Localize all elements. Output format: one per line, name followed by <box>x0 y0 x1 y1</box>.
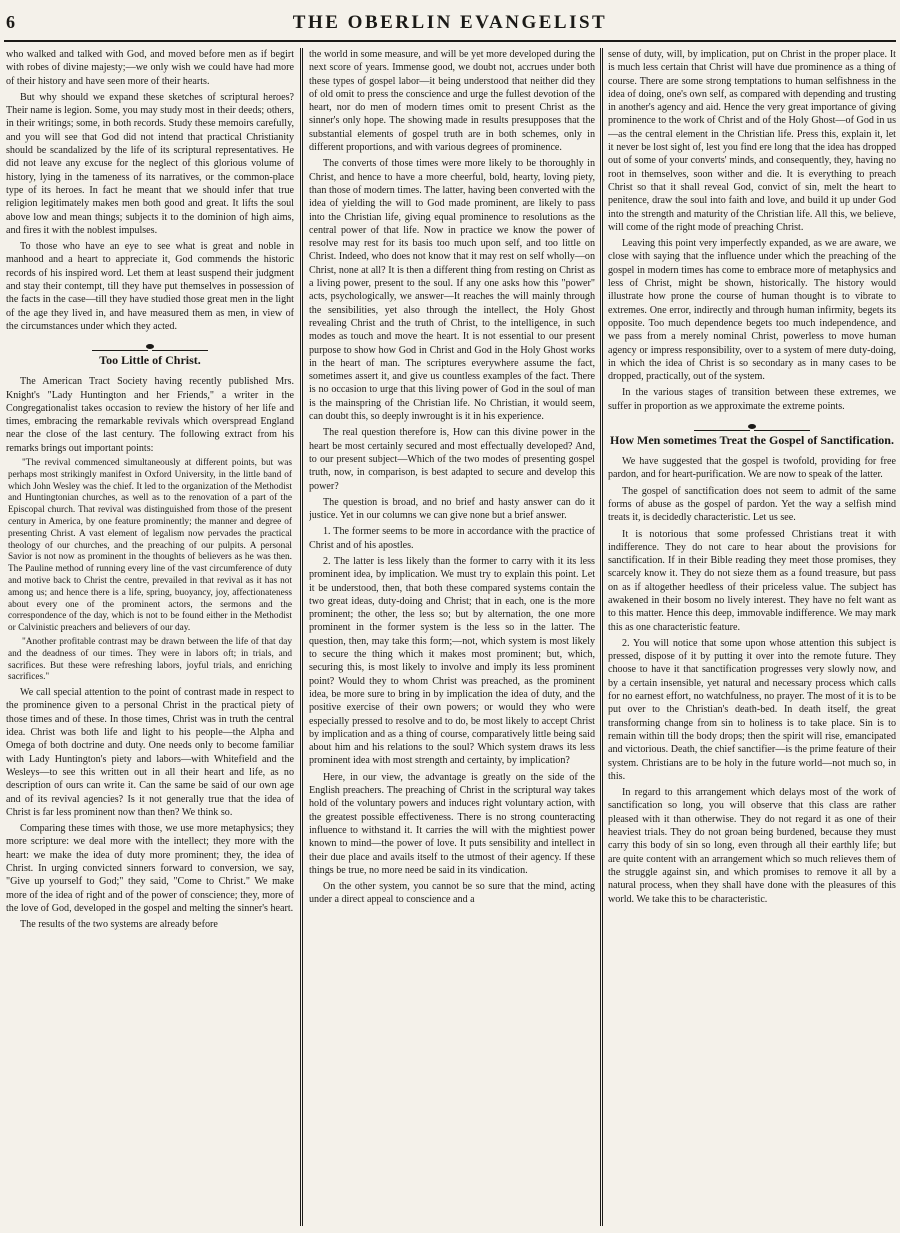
paragraph: On the other system, you cannot be so sure that the mind, acting under a direct appeal to conscience and a <box>309 881 595 906</box>
paragraph: 1. The former seems to be more in accordance with the practice of Christ and of his apostles. <box>309 526 595 551</box>
paragraph: Leaving this point very imperfectly expanded, as we are aware, we close with saying that the influence under which the preaching of the gospel in modern times has come to embrace more of metaphysics and less of Christ, might be shown, historically. The history would illustrate how prone the course of human thought is to vibrate to extremes. One error, indirectly and through human infirmity, begets its opposite. Too much dependence begets too much independence, and we pass from a merely nominal Christ, powerless to move human agency or impress responsibility, over to a system of mere duty-doing, in which the idea of Christ is so secondary as in many cases to be dropped, practically, out of the system. <box>608 238 896 383</box>
column-divider <box>300 48 303 1226</box>
paragraph: Comparing these times with those, we use more metaphysics; they more scripture: we deal more with the intellect; they more with the heart: we make the idea of duty more prominent; they, the idea of Christ. In urging convicted sinners forward to conversion, we say, "Give up yourself to God;" they said, "Come to Christ." We make more of the idea of right and of the power of conscience; they, more of the love of God, developed in the gospel and melting the sinner's heart. <box>6 823 294 914</box>
paragraph: 2. You will notice that some upon whose attention this subject is pressed, dispose of it by putting it over into the remote future. They choose to have it that sanctification progresses very slowly now, and by a certain insensible, yet natural and necessary process which calls for no earnest effort, no watchfulness, no prayer. The most of it is to be put over to the Christian's death-bed. In death itself, the great transforming change from sin to holiness is to take place. Sin is to remain within till the body drops; then the spirit will rise, emancipated and victorious. Death, the chief sanctifier—is the prime feature of their system. Christians are to be holy in the future world—not much so, in this. <box>608 637 896 782</box>
newspaper-title: THE OBERLIN EVANGELIST <box>292 12 608 33</box>
paragraph: Here, in our view, the advantage is greatly on the side of the English preachers. The preaching of Christ in the scriptural way takes hold of the voluntary powers and induces right voluntary action, with the greatest possible effectiveness. There is no strong counteracting influence to withstand it. It carries the will with the mightiest power known to mind—the power of love. It puts sensibility and intellect in their due place and avails itself to the utmost of their agency. If these things be true, no more need be said in its vindication. <box>309 771 595 876</box>
section-separator <box>6 339 294 347</box>
column-2 <box>309 48 595 1228</box>
paragraph: To those who have an eye to see what is great and noble in manhood and a heart to appreciate it, God commends the historic records of his inspired word. Let them at least suspend their judgment and stay their contempt, till they have put themselves in possession of the facts in the case—till they have studied those great men in the light of the age they lived in, and have measured them as men, in view of the circumstances under which they acted. <box>6 241 294 332</box>
paragraph: It is notorious that some professed Christians treat it with indifference. They do not care to hear about the provisions for sanctification. If in their Bible reading they meet those promises, they scarcely know it. They do not sieze them as a found treasure, but pass on as if altogether heedless of their priceless value. The subject has awakened in their bosom no lively interest. They have no felt want as to this matter. Hence this deep, immovable indifference. We may mark this as one characteristic feature. <box>608 528 896 633</box>
paragraph: The gospel of sanctification does not seem to admit of the same forms of abuse as the gospel of pardon. Yet the way a selfish mind treats it, is decidedly characteristic. Let us see. <box>608 485 896 524</box>
paragraph: In the various stages of transition between these extremes, we suffer in proportion as we approximate the extreme points. <box>608 387 896 412</box>
column-3 <box>608 48 896 1228</box>
column-divider <box>600 48 603 1226</box>
paragraph: But why should we expand these sketches of scriptural heroes? Their name is legion. Some, you may study most in their deeds; others, in their writings; some, in both records. Study these memoirs carefully, and you will see that God did not intend that practical Christianity should be scandalized by the life of its scriptural representatives. He did not leave any excuse for the neglect of this glorious volume of history, lying in the tameness of its narratives, or the common-place type of its heroes. In fact he meant that we should infer that true religion legitimately makes men both good and great. It lifts the soul above low and mean things; subjects it to the dominion of high aims, and fires it with the noblest impulses. <box>6 91 294 236</box>
article-heading: Too Little of Christ. <box>99 353 201 368</box>
paragraph: who walked and talked with God, and moved before men as if begirt with robes of divine majesty;—we only wish we could have had more of their history and have seen more of their hearts. <box>6 49 294 87</box>
article-heading: How Men sometimes Treat the Gospel of Sanctification. <box>610 433 894 448</box>
column-1 <box>6 48 294 1228</box>
header-rule <box>4 40 896 42</box>
paragraph: The results of the two systems are already before <box>20 919 218 931</box>
page-number: 6 <box>6 12 15 32</box>
paragraph: The real question therefore is, How can this divine power in the heart be most certainly secured and most effectually developed? And, to our present subject—Which of the two modes of presenting gospel truth, now, in comparison, is best adapted to secure and develop this power? <box>309 427 595 492</box>
quote-paragraph: "Another profitable contrast may be drawn between the life of that day and the deadness of our times. They were in labors oft; in trials, and sacrifices. But these were refreshing labors, joyful trials, and enriching sacrifices." <box>8 636 292 683</box>
quote-paragraph: "The revival commenced simultaneously at different points, but was perhaps most strikingly manifest in Oxford University, in the little band of which John Wesley was the chief. It led to the organization of the Methodist and Huntingtonian churches, as well as to the renovation of a part of the Episcopal church. That revival was distinguished from those of the present century in America, by one feature prominently; the manner and degree of presenting Christ. A vast element of legalism now pervades the practical theology of our churches, and the preaching of our pulpits. A personal Savior is not now as prominent in the thoughts of believers as he was then. The Pauline method of running every line of the vast circumference of duty and motive back to Christ the centre, prevailed in that revival as it has not among us; and hence there is a life, spring, buoyancy, joy, affectionateness about every one of the prominent actors, the sermons and the correspondence of the day, which is not to be found either in the Methodist or Calvinistic preachers and believers of our day. <box>8 458 292 634</box>
section-separator <box>608 419 896 427</box>
paragraph: sense of duty, will, by implication, put on Christ in the proper place. It is much less certain that Christ will have due prominence as a thing of course. There are some strong temptations to human selfishness in the idea of doing, one's own self, as compared with depending and trusting in another's agency and aid. Hence the very great importance of giving prominence to the work of Christ and of the Holy Ghost—of God in us—as the central element in the Christian life. Press this, explain it, let it never be lost sight of, lest you find ere long that the idea has dropped out of some of your converts' minds, and consequently, they, having no root in themselves, soon wither and die. It is everything to preach Christ so that it shall reveal God, convict of sin, melt the heart to penitence, draw the soul into faith and love, and build it up under God into the strength and maturity of the Christian life. All this, we believe, will come of the right mode of preaching Christ. <box>608 49 896 233</box>
paragraph: We call special attention to the point of contrast made in respect to the prominence given to a personal Christ in the practical piety of those times and of these. In those times, Christ was in truth the central idea. Christ was both life and light to his people—the Alpha and Omega of both doctrine and duty. One needs only to become familiar with Lady Huntington's piety and labors—with Whitefield and the Wesleys—to see this written out in all their heart and life, as no description of ours can write it. Can the same be said of our own age and of its revival agencies? Is it not generally true that the idea of Christ is far less prominent now than then? We think so. <box>6 687 294 818</box>
block-quote <box>6 458 294 684</box>
paragraph: 2. The latter is less likely than the former to carry with it its less prominent idea, by implication. We must try to explain this point. Let it be understood, then, that both these compared systems contain the two great ideas, duty-doing and Christ; that in each, one is the more prominent; the other, the less so; but by alternation, the one more prominent in the former system is the less so in the latter. The question, then, may take this form;—not, which system is most likely to secure the thing which it makes most prominent; but, which, securing this, is most likely to involve and imply its less prominent point? Would they to whom Christ was preached, as the prominent idea, be more sure to bring in by implication the idea of duty, and the positive exercise of their own powers; or would they who were especially pressed to resolve and to do, be most likely to accept Christ by implication and as a thing of course, comparatively little being said about him and his relations to the soul? Which system draws its less prominent idea with most strength and certainty, by implication? <box>309 555 595 767</box>
paragraph: The question is broad, and no brief and hasty answer can do it justice. Yet in our columns we can give none but a brief answer. <box>309 496 595 522</box>
page-header <box>0 0 900 40</box>
paragraph: The American Tract Society having recently published Mrs. Knight's "Lady Huntington and her Friends," a writer in the Congregationalist takes occasion to review the history of her life and times, embracing the remarkable revivals which overspread England near the close of the last century. The following extract from his remarks brings out important points: <box>6 376 294 454</box>
paragraph: We have suggested that the gospel is twofold, providing for free pardon, and for heart-purification. We are now to speak of the latter. <box>608 456 896 481</box>
paragraph: the world in some measure, and will be yet more developed during the next score of years. Immense good, we doubt not, accrues under both these types of gospel labor—it being understood that neither did they of old omit to press the conscience and urge the fullest devotion of the heart, nor do men of modern times omit to present Christ as the sinner's only hope. The showing made in results presupposes that the substantial elements of gospel truth are in both schemes, only in different proportions, and with various degrees of prominence. <box>309 49 595 154</box>
paragraph: The converts of those times were more likely to be thoroughly in Christ, and hence to have a more cheerful, bold, hearty, loving piety, than those of modern times. The latter, having been converted with the idea of yielding the will to God made prominent, are likely to pass into the Christian life, giving equal prominence to resolutions as the central power of that life. Now in practice we know the power of resolve may rest for its basis too much upon self, and too little on Christ. Indeed, who does not know that it may rest on self wholly—on Christ, none at all? It is then a different thing from resting on Christ as a living power, present to the soul. If any one asks how this "power" acts, psychologically, we answer—It reaches the will mainly through the sensibilities, yet also through the intellect, the Holy Ghost revealing Christ and the truth of Christ, to the intelligence, in such modes as touch and move the heart. It is not essential to our present purpose to show how God in Christ and God in the Holy Ghost works in the heart of man. The scriptures everywhere assume the fact, sometimes assert it, and give us countless examples of the fact. There is no occasion to urge that this living power of God in the soul of man is the mainspring of the Christian life. No Christian, it would seem, can doubt this, so deeply inwrought is it in his experience. <box>309 158 595 423</box>
paragraph: In regard to this arrangement which delays most of the work of sanctification so long, you will observe that this class are rather pleased with it than otherwise. They do not regard it as one of their heaviest trials. They do not groan being burdened, because they must carry this body of sin so long, even through all their earthly life; but are quite content with an arrangement which so much relieves them of the struggle against sin, and which promises to remove it all by a natural process, when they shall have done with the pleasures of this world. We take this to be characteristic. <box>608 787 896 905</box>
